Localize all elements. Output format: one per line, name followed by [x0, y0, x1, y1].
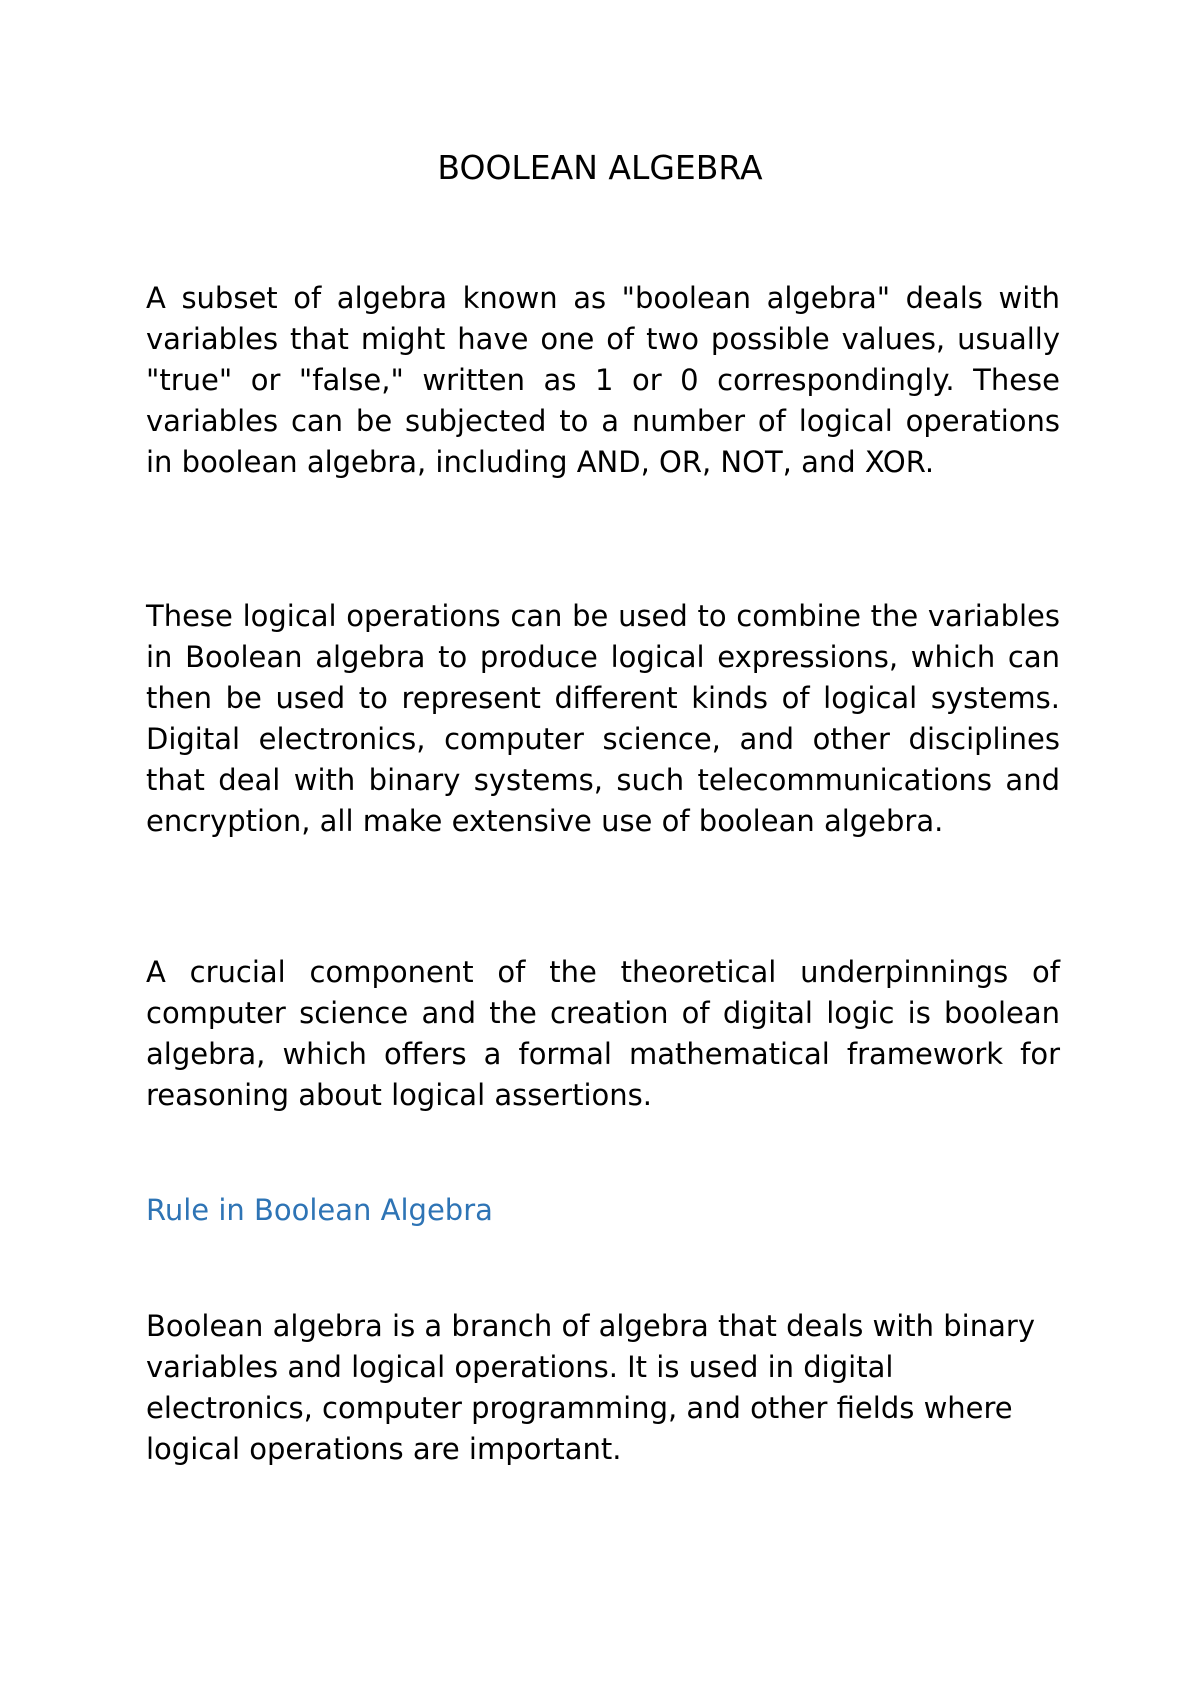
paragraph-section-body: Boolean algebra is a branch of algebra that deals with binary variables and logical operations. It is used in digital electronics, computer programming, and other fields where logical operations are important. — [146, 1309, 1035, 1466]
paragraph-intro: A subset of algebra known as "boolean algebra" deals with variables that might have one of two possible values, usually "true" or "false," written as 1 or 0 correspondingly. These variables can be subjected to a number of logical operations in boolean algebra, including AND, OR, NOT, and XOR. — [146, 281, 1060, 479]
paragraph-logical-operations: These logical operations can be used to combine the variables in Boolean algebra to produce logical expressions, which can then be used to represent different kinds of logical systems. Digital electronics, computer science, and other disciplines that deal with binary systems, such telecommunications and encryption, all make extensive use of boolean algebra. — [146, 599, 1060, 838]
section-heading: Rule in Boolean Algebra — [146, 1193, 493, 1227]
document-title: BOOLEAN ALGEBRA — [437, 148, 763, 187]
paragraph-theoretical-component: A crucial component of the theoretical underpinnings of computer science and the creation of digital logic is boolean algebra, which offers a formal mathematical framework for reasoning about logical assertions. — [146, 955, 1060, 1112]
